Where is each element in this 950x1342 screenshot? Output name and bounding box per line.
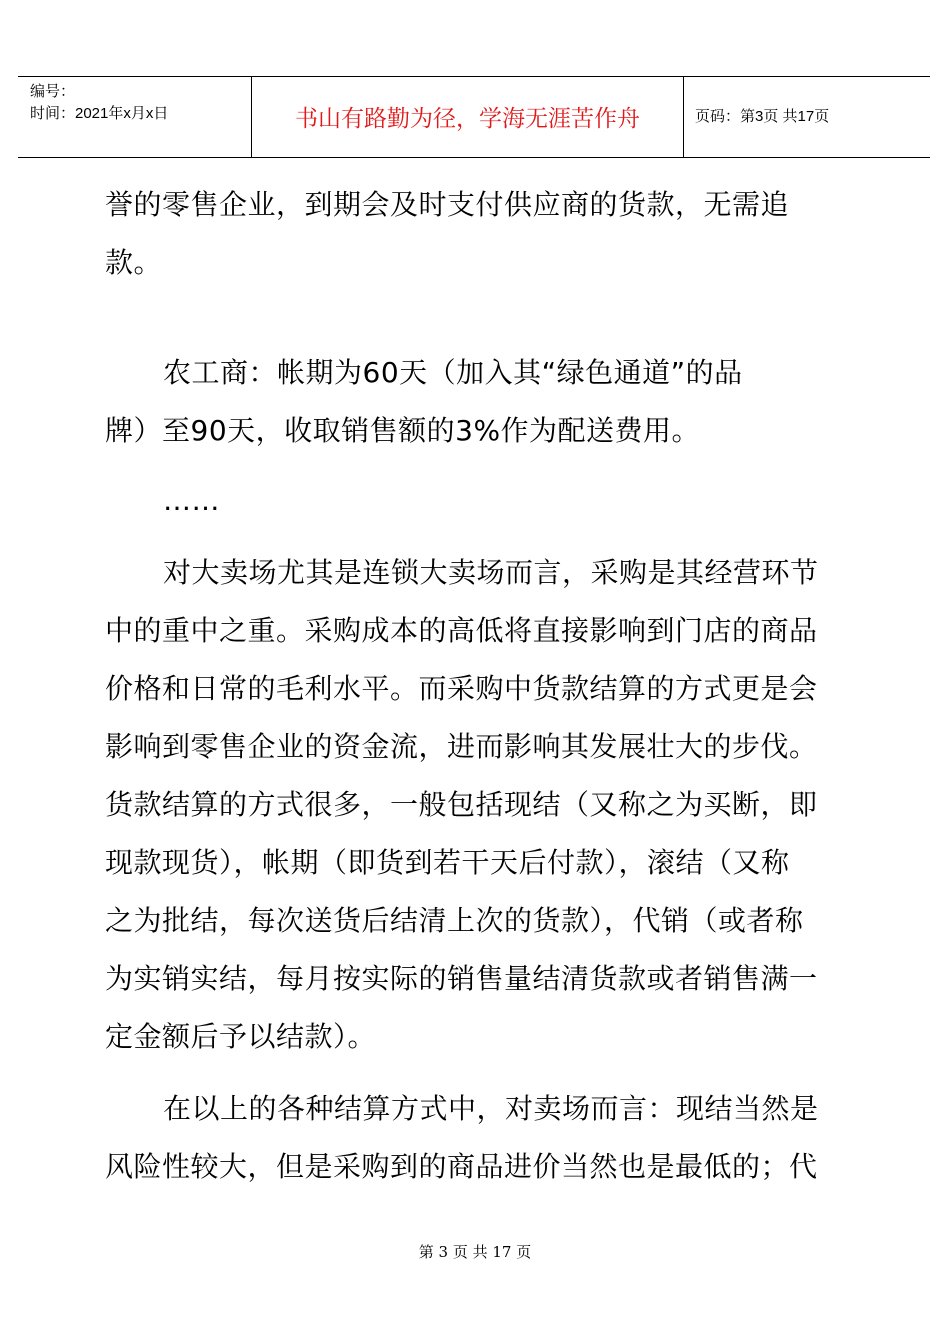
- paragraph-settlement-methods: 对大卖场尤其是连锁大卖场而言，采购是其经营环节 中的重中之重。采购成本的高低将直接影响到门店的商品 价格和日常的毛利水平。而采购中货款结算的方式更是会 影响到零售企业的资金流，进而影响其发展壮大的步伐。 货款结算的方式很多，一般包括现结（又称之为买断，即 现款现货），帐期（即货到若干天后付款），滚结（又称 之为批结，每次送货后结清上次的货款），代销（或者称 为实销实结，每月按实际的销售量结清货款或者销售满一 定金额后予以结款）。: [105, 556, 819, 1053]
- header-page-cell: [683, 77, 930, 157]
- header-motto: 书山有路勤为径，学海无涯苦作舟: [295, 106, 640, 132]
- paragraph-nonggongshang: 农工商：帐期为60天（加入其“绿色通道”的品 牌）至90天，收取销售额的3%作为配送费用。: [105, 356, 743, 447]
- paragraph-risk-analysis: 在以上的各种结算方式中，对卖场而言：现结当然是 风险性较大，但是采购到的商品进价当然也是最低的；代: [105, 1092, 819, 1183]
- paragraph-ellipsis: ……: [163, 484, 220, 517]
- header-motto-cell: [251, 77, 684, 157]
- doc-date-label: 时间：2021年x月x日: [30, 105, 169, 122]
- header-page-info: 页码：第3页 共17页: [695, 108, 830, 125]
- document-header: [18, 76, 930, 158]
- doc-number-label: 编号：: [30, 83, 76, 100]
- paragraph-continuation: 誉的零售企业，到期会及时支付供应商的货款，无需追款。: [105, 188, 790, 279]
- document-body: [105, 176, 845, 1196]
- header-meta-cell: [18, 77, 251, 157]
- page-footer: 第 3 页 共 17 页: [418, 1243, 532, 1261]
